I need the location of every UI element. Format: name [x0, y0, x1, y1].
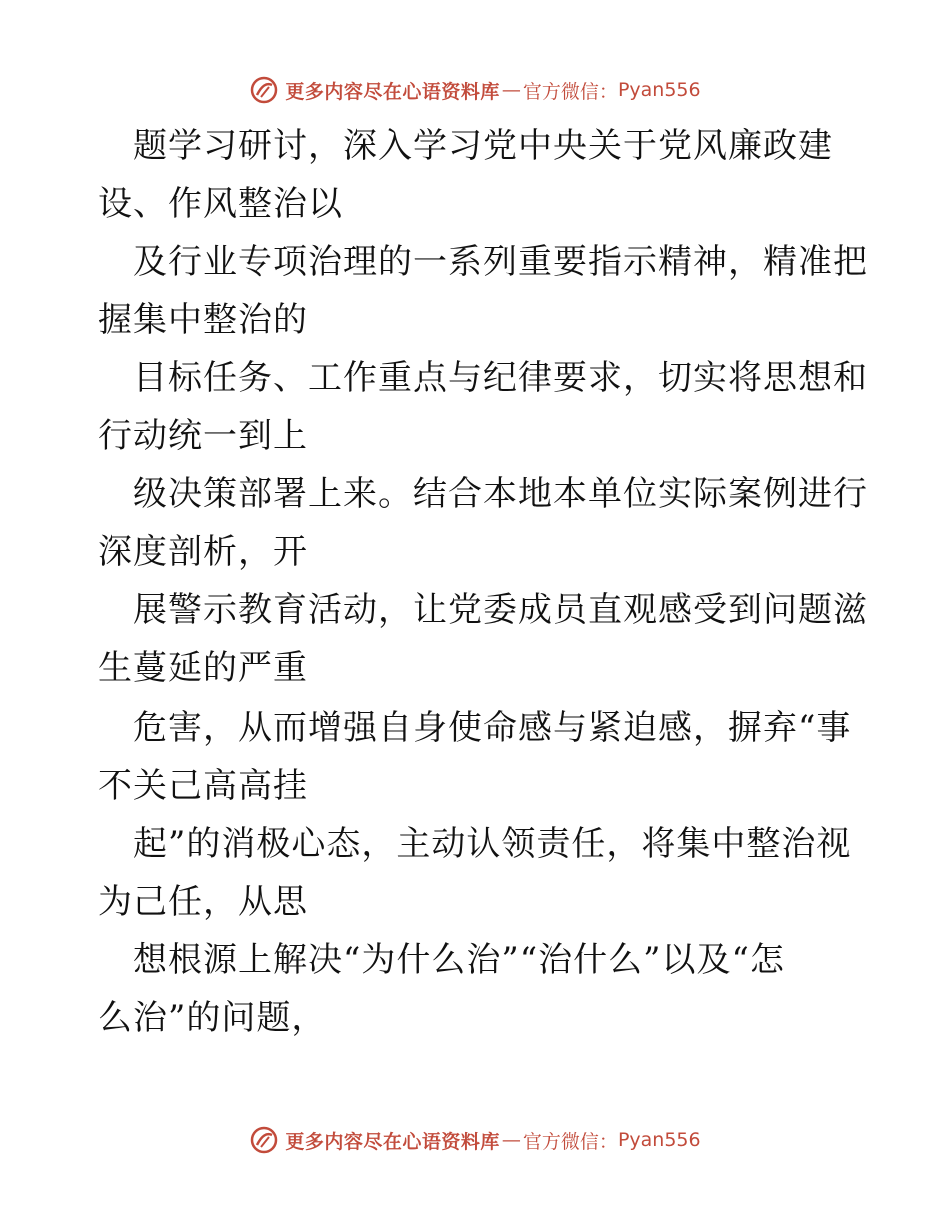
paragraph-line: 想根源上解决“为什么治”“治什么”以及“怎	[133, 940, 785, 980]
banner-dash: —	[501, 79, 521, 101]
paragraph-line: 深度剖析，开	[98, 532, 308, 572]
paragraph-line: 起”的消极心态，主动认领责任，将集中整治视	[133, 824, 852, 864]
wechat-id: Pyan556	[617, 79, 701, 101]
paragraph-line: 危害，从而增强自身使命感与紧迫感，摒弃“事	[133, 708, 852, 748]
paragraph-line: 握集中整治的	[98, 300, 308, 340]
paragraph-line: 生蔓延的严重	[98, 648, 308, 688]
brand-logo-icon	[249, 75, 279, 105]
wechat-id: Pyan556	[617, 1129, 701, 1151]
paragraph-line: 么治”的问题，	[98, 998, 327, 1038]
paragraph-line: 展警示教育活动，让党委成员直观感受到问题滋	[133, 590, 868, 630]
paragraph-line: 及行业专项治理的一系列重要指示精神，精准把	[133, 242, 868, 282]
banner-title: 更多内容尽在心语资料库	[285, 80, 500, 103]
paragraph-line: 级决策部署上来。结合本地本单位实际案例进行	[133, 474, 868, 514]
paragraph-line: 不关己高高挂	[98, 766, 308, 806]
paragraph-line: 目标任务、工作重点与纪律要求，切实将思想和	[133, 358, 868, 398]
brand-logo-icon	[249, 1125, 279, 1155]
wechat-label: 官方微信：	[522, 80, 618, 103]
paragraph-line: 行动统一到上	[98, 416, 308, 456]
paragraph-line: 为己任，从思	[98, 882, 308, 922]
footer-banner	[0, 1122, 950, 1158]
banner-title: 更多内容尽在心语资料库	[285, 1130, 500, 1153]
wechat-label: 官方微信：	[522, 1130, 618, 1153]
header-banner	[0, 72, 950, 108]
paragraph-line: 题学习研讨，深入学习党中央关于党风廉政建	[133, 126, 833, 166]
paragraph-line: 设、作风整治以	[98, 184, 343, 224]
banner-dash: —	[501, 1129, 521, 1151]
